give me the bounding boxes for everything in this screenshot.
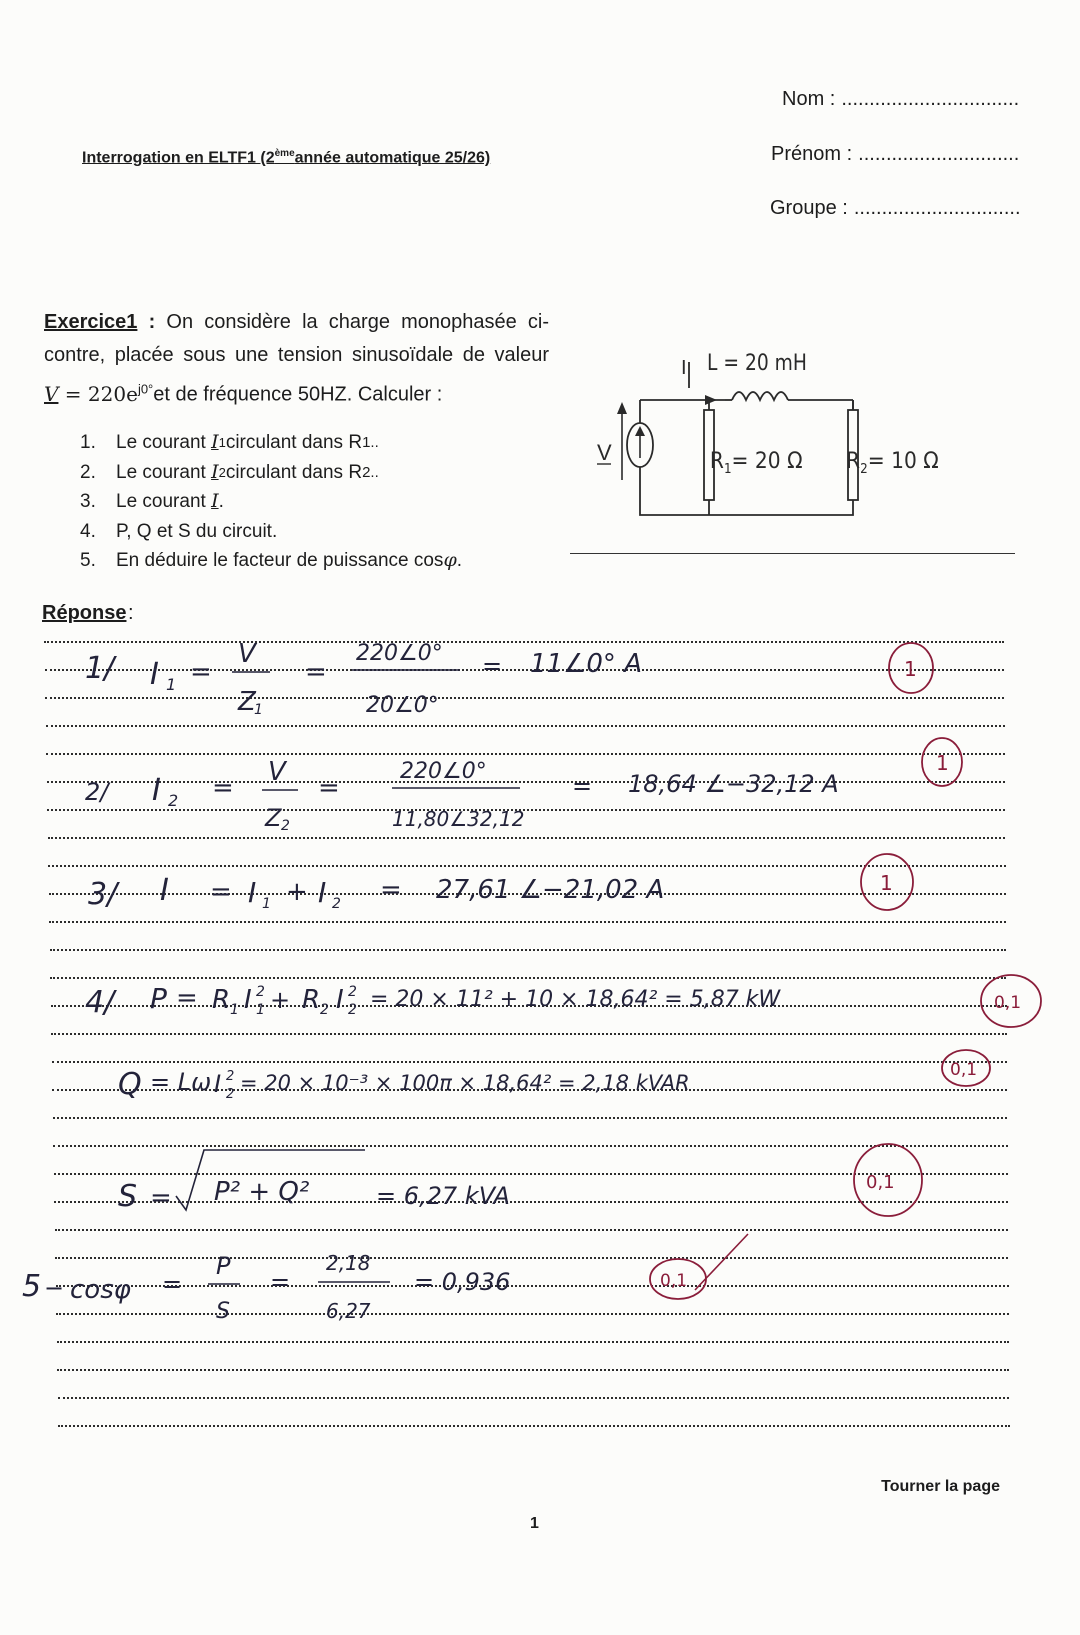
source-label: V [597, 440, 612, 465]
svg-text:1: 1 [230, 1002, 239, 1018]
svg-text:2: 2 [281, 818, 290, 834]
r1-label: $R_1= 20$ Ω [709, 447, 803, 477]
nom-label: Nom : [782, 88, 836, 110]
svg-text:−: − [44, 1274, 65, 1302]
question-item: 2. Le courant I 2 circulant dans R 2.. [80, 460, 379, 483]
answer-4-s [118, 1150, 510, 1214]
svg-text:= 20 × 10⁻³ × 100π × 18,64² =: = 20 × 10⁻³ × 100π × 18,64² = 2,18 kVAR [240, 1071, 690, 1095]
svg-text:1/: 1/ [85, 651, 115, 686]
svg-text:1: 1 [254, 702, 263, 718]
svg-text:1: 1 [936, 751, 949, 775]
prenom-value: ............................. [858, 143, 1020, 165]
svg-text:18,64 ∠−32,12 A: 18,64 ∠−32,12 A [628, 770, 839, 798]
svg-text:Z: Z [265, 804, 282, 832]
svg-text:2: 2 [256, 984, 265, 1000]
svg-text:I: I [318, 876, 327, 909]
answer-2 [85, 757, 839, 834]
svg-text:=: = [150, 1183, 172, 1213]
svg-text:V: V [238, 639, 256, 669]
answer-4-q [118, 1067, 690, 1102]
grade-mark [942, 1050, 990, 1086]
svg-text:= 6,27 kVA: = 6,27 kVA [376, 1182, 510, 1210]
groupe-value: .............................. [853, 197, 1021, 219]
svg-text:11,80∠32,12: 11,80∠32,12 [392, 807, 525, 831]
grade-mark [861, 854, 913, 910]
svg-text:R: R [212, 985, 231, 1015]
exercise-label: Exercice1 [44, 311, 138, 333]
svg-text:= 0,936: = 0,936 [414, 1268, 511, 1296]
svg-text:Q: Q [118, 1067, 142, 1102]
svg-text:2/: 2/ [85, 778, 109, 806]
svg-text:R: R [302, 985, 321, 1015]
svg-text:I: I [150, 657, 159, 692]
svg-text:=: = [270, 1268, 291, 1296]
svg-text:220∠0°: 220∠0° [400, 759, 487, 784]
svg-text:I: I [244, 985, 252, 1015]
svg-text:20∠0°: 20∠0° [366, 693, 439, 718]
svg-text:11∠0° A: 11∠0° A [530, 649, 642, 679]
svg-text:0,1: 0,1 [994, 993, 1022, 1013]
svg-text:1: 1 [880, 871, 893, 895]
svg-text:+: + [270, 986, 291, 1014]
grade-mark [854, 1144, 922, 1216]
answer-5 [22, 1251, 510, 1324]
question-item: 3. Le courant I . [80, 490, 224, 512]
svg-text:2: 2 [348, 984, 357, 1000]
prenom-label: Prénom : [771, 143, 853, 165]
groupe-label: Groupe : [770, 197, 848, 219]
svg-text:2: 2 [226, 1069, 235, 1084]
svg-text:P² + Q²: P² + Q² [214, 1177, 310, 1207]
svg-text:P: P [150, 982, 167, 1015]
current-label: I [681, 357, 687, 379]
svg-text:I: I [336, 985, 344, 1015]
svg-text:2: 2 [226, 1087, 235, 1102]
svg-text:=: = [190, 657, 212, 687]
svg-text:27,61 ∠−21,02 A: 27,61 ∠−21,02 A [436, 875, 665, 905]
svg-text:P: P [216, 1252, 231, 1280]
turn-page-note: Tourner la page [881, 1478, 1000, 1495]
svg-text:=: = [162, 1270, 183, 1298]
svg-text:cosφ: cosφ [70, 1275, 131, 1305]
question-item: 4. P, Q et S du circuit. [80, 520, 278, 542]
svg-text:5: 5 [22, 1269, 42, 1304]
svg-text:V: V [268, 757, 286, 787]
exam-title: Interrogation en ELTF1 (2èmeannée automatique 25/26) [82, 148, 491, 167]
svg-text:=: = [212, 773, 234, 803]
svg-text:=: = [176, 983, 198, 1013]
grade-mark [981, 975, 1041, 1027]
svg-text:1: 1 [166, 675, 177, 694]
answer-4-p [85, 982, 781, 1020]
svg-text:6,27: 6,27 [326, 1299, 371, 1323]
svg-text:=: = [210, 877, 232, 907]
svg-text:=: = [305, 657, 327, 687]
answer-1 [85, 639, 642, 718]
svg-text:2: 2 [332, 896, 341, 912]
exercise-statement: Exercice1 : On considère la charge monophasée ci-contre, placée sous une tension sinusoïdale de valeur $V = 220e^{j0^\circ}et$ de fréquence 50HZ. Calculer : [44, 311, 549, 406]
svg-text:S: S [118, 1179, 138, 1214]
svg-text:1: 1 [256, 1002, 265, 1018]
svg-text:=: = [318, 773, 340, 803]
svg-text:3/: 3/ [88, 877, 118, 912]
voltage-expression: $V = 220e^{j0^\circ}$ [44, 381, 154, 406]
answer-3 [88, 873, 664, 912]
response-label: Réponse [42, 602, 127, 624]
svg-text:0,1: 0,1 [660, 1271, 688, 1291]
svg-text:2: 2 [320, 1002, 329, 1018]
svg-text:= Lω: = Lω [150, 1068, 212, 1096]
svg-text:Z: Z [238, 687, 256, 717]
svg-text:2,18: 2,18 [326, 1251, 371, 1275]
svg-text:+: + [286, 877, 308, 907]
r2-label: $R_2= 10$ Ω [846, 447, 939, 477]
svg-text:I: I [214, 1070, 222, 1098]
svg-text:I: I [248, 876, 257, 909]
svg-text:1: 1 [904, 657, 917, 681]
svg-text:=: = [482, 652, 503, 680]
question-item: 1. Le courant I 1 circulant dans R 1.. [80, 431, 379, 453]
svg-text:2: 2 [168, 791, 179, 810]
nom-value: ................................ [841, 88, 1020, 110]
grade-mark [922, 738, 962, 786]
svg-text:S: S [216, 1299, 230, 1324]
svg-text:I: I [160, 873, 169, 908]
inductor-label: L = 20 mH [707, 349, 807, 376]
svg-text:2: 2 [348, 1002, 357, 1018]
svg-text:I: I [152, 773, 161, 808]
svg-text:220∠0°: 220∠0° [356, 641, 443, 666]
svg-text:1: 1 [262, 896, 271, 912]
svg-text:=: = [380, 875, 402, 905]
svg-text:= 20 × 11² + 10 × 18,64² = 5,8: = 20 × 11² + 10 × 18,64² = 5,87 kW [370, 987, 781, 1012]
question-item: 5. En déduire le facteur de puissance cos φ . [80, 549, 463, 571]
exam-page: Nom : ................................ Prénom : ............................. Groupe : .............................. Interrogation en ELTF1 (2èmeannée automatique 25/26) Exercice1 : On considère la charge monophasée ci-contre, placée sous une tension sinusoïdale de valeur $V = 220e^{j0^\circ}et$ de fréquence 50HZ. Calculer : 1. Le courant I 1 circulant dans R 1.. 2. Le courant I 2 circulant dans R 2.. 3. Le courant I . 4. P, Q et S du circuit. 5. En déduire le facteur de puissance cos φ . V I L = 20 mH $R_1= 20$ Ω $R_2= 10$ Ω Réponse : 1/ I 1 = V Z 1 = 220∠0° 20∠0° = 11∠0° A 2/ I 2 = V Z 2 = 220∠0° 11,80∠32,12 = 18,64 ∠−32,12 A 3/ I = I 1 + I 2 = 27,61 ∠−21,02 A 4/ P = R 1 I 2 1 + R 2 I 2 2 = 20 × 11² + 10 × 18,64² = 5,87 kW Q = Lω I 2 2 = 20 × 10⁻³ × 100π × 18,64² = 2,18 kVAR S = P² + Q² = 6,27 kVA 5 − cosφ = P S = 2,18 6,27 = 0,936 1 1 1 0,1 0,1 0,1 0,1 Tourner la page 1 [0, 0, 1080, 1635]
svg-text:4/: 4/ [85, 985, 115, 1020]
grade-mark [650, 1234, 748, 1299]
svg-text:=: = [572, 772, 593, 800]
svg-text:0,1: 0,1 [950, 1060, 978, 1080]
page-number: 1 [530, 1515, 539, 1532]
svg-text:0,1: 0,1 [866, 1172, 895, 1193]
grade-mark [889, 643, 933, 693]
